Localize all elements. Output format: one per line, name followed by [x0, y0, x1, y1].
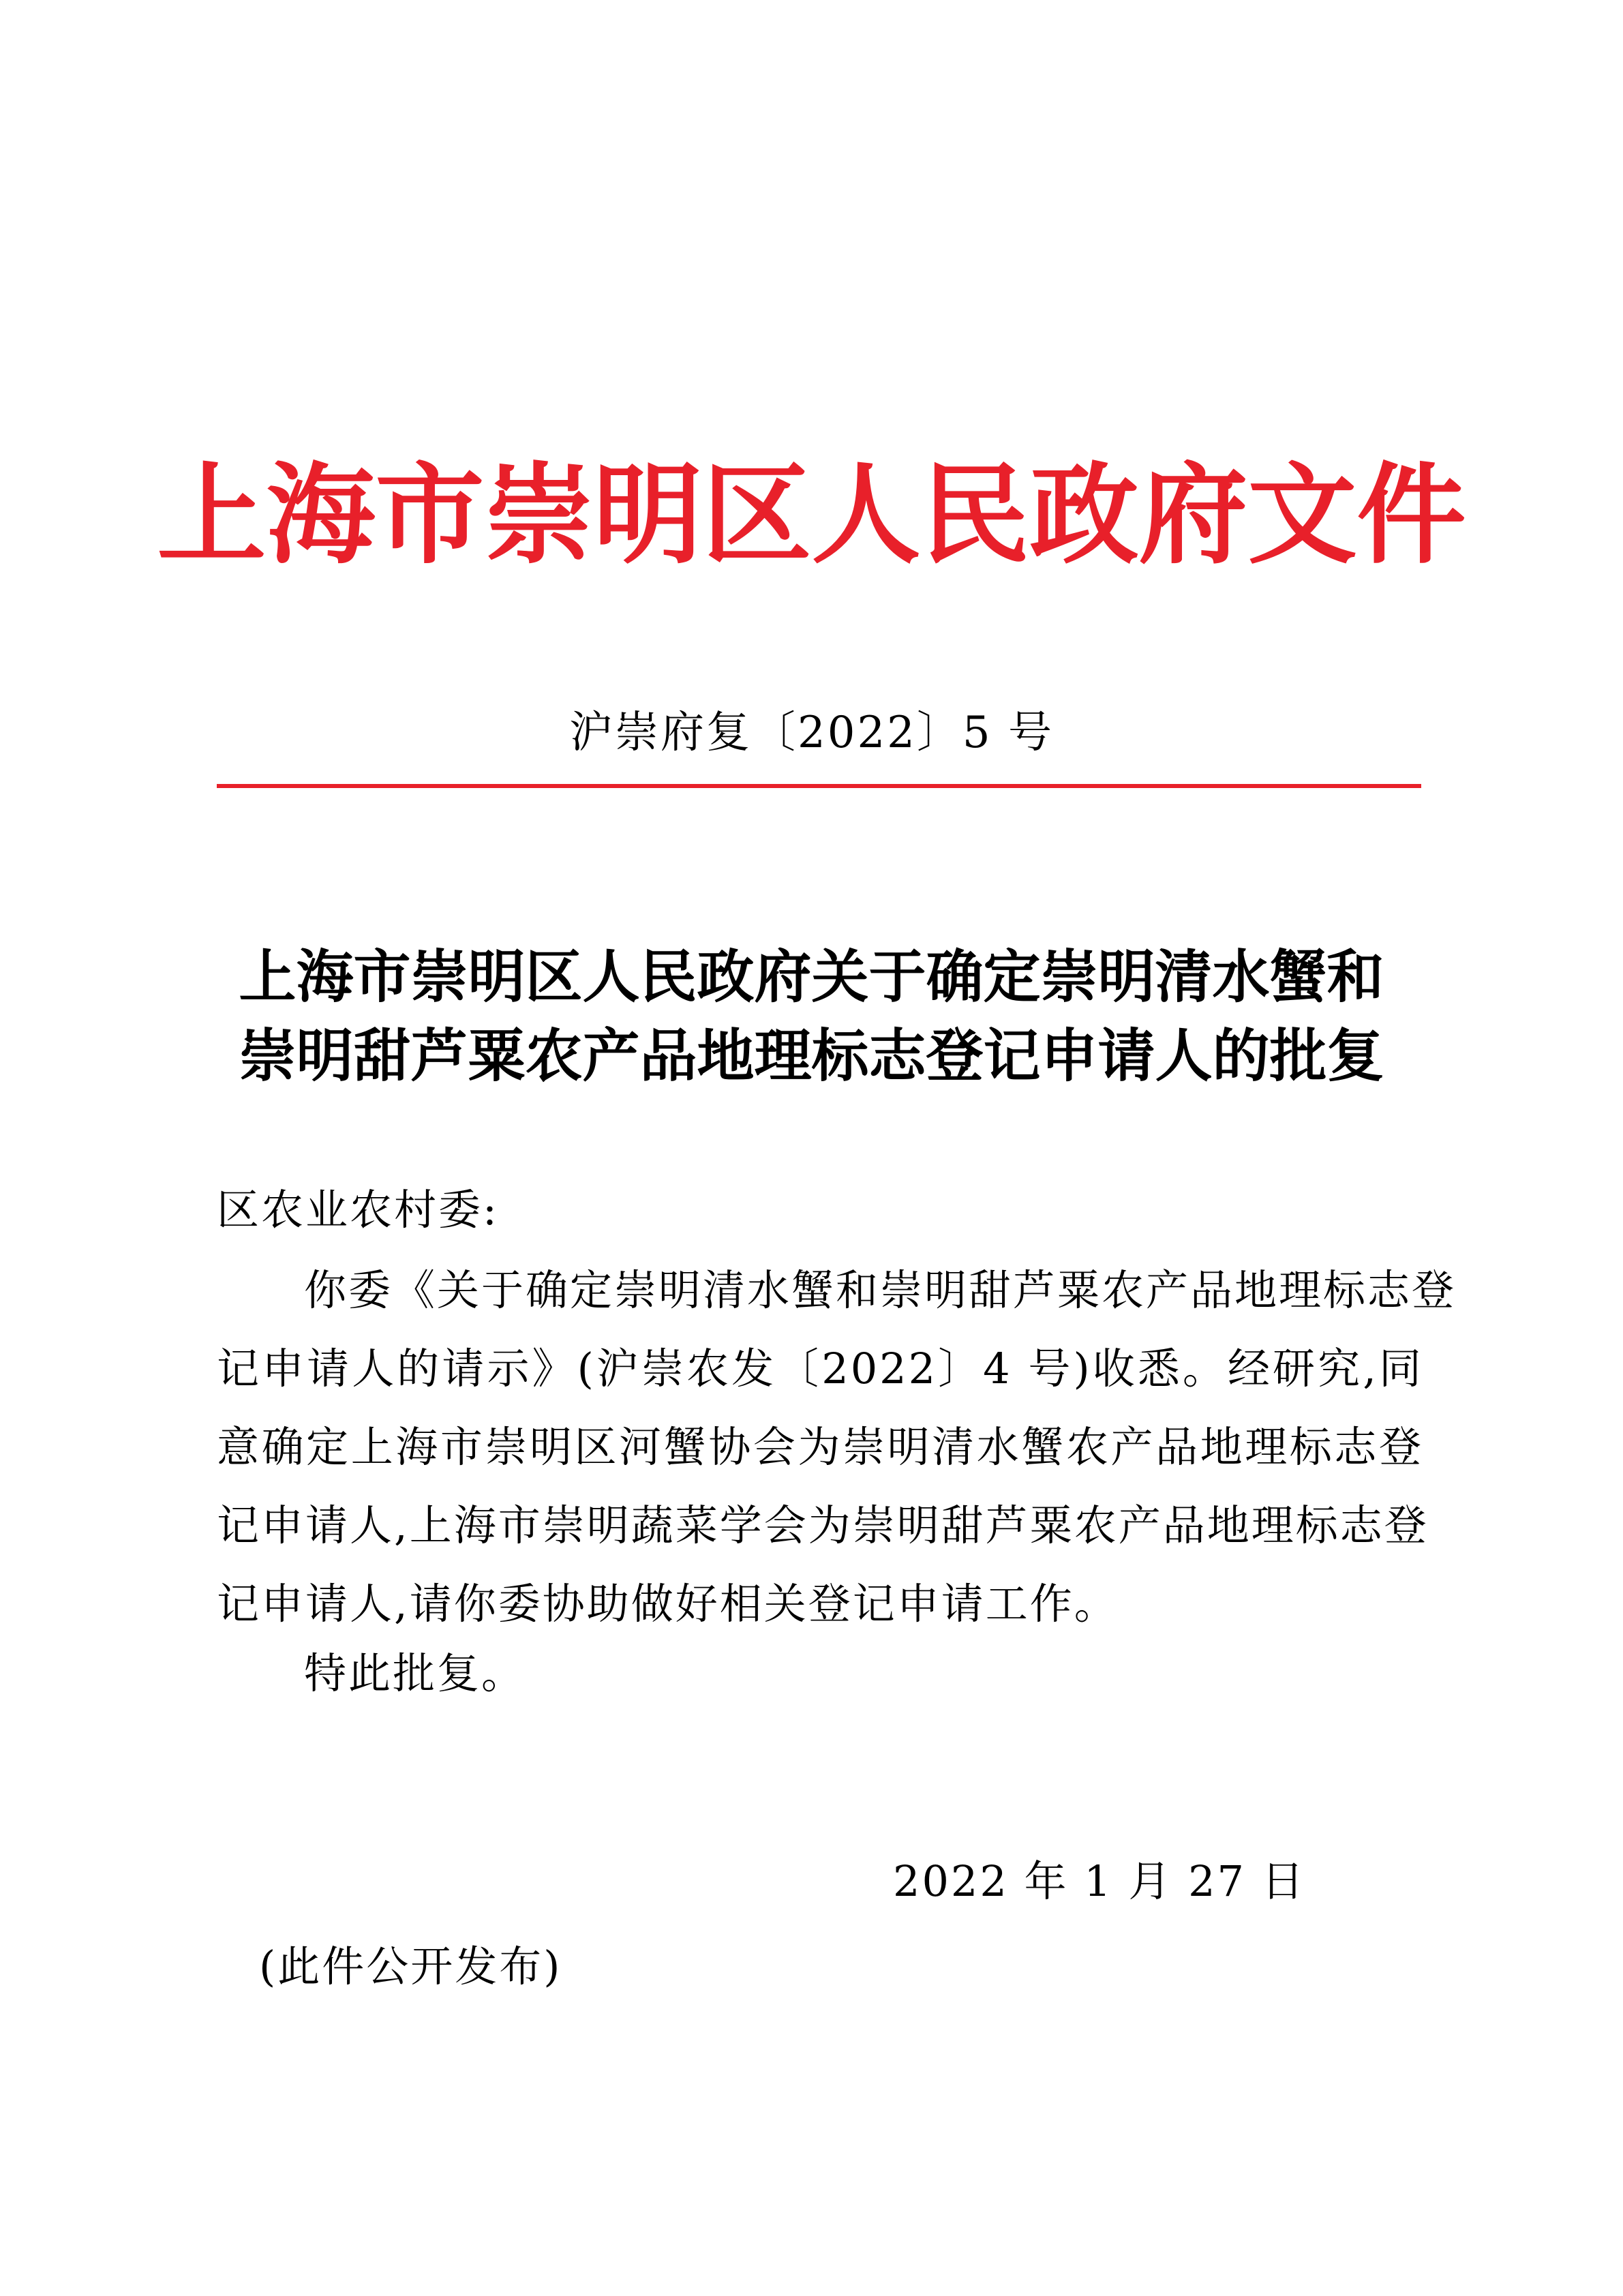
body-line-4: 记申请人,上海市崇明蔬菜学会为崇明甜芦粟农产品地理标志登 [217, 1500, 1429, 1550]
title-line-2: 崇明甜芦粟农产品地理标志登记申请人的批复 [239, 1022, 1384, 1089]
document-number: 沪崇府复〔2022〕5 号 [569, 708, 1054, 758]
body-line-3: 意确定上海市崇明区河蟹协会为崇明清水蟹农产品地理标志登 [217, 1422, 1423, 1472]
issue-date: 2022 年 1 月 27 日 [893, 1856, 1306, 1906]
publication-note: (此件公开发布) [259, 1942, 562, 1991]
red-divider-rule [217, 784, 1421, 788]
title-line-1: 上海市崇明区人民政府关于确定崇明清水蟹和 [239, 943, 1384, 1010]
document-title [0, 937, 1623, 1096]
body-line-1: 你委《关于确定崇明清水蟹和崇明甜芦粟农产品地理标志登 [304, 1265, 1457, 1315]
addressee: 区农业农村委: [217, 1185, 499, 1235]
document-masthead: 上海市崇明区人民政府文件 [157, 451, 1466, 579]
closing-phrase: 特此批复。 [304, 1648, 526, 1698]
body-line-5: 记申请人,请你委协助做好相关登记申请工作。 [217, 1579, 1119, 1629]
body-paragraph [217, 1251, 1457, 1643]
body-line-2: 记申请人的请示》(沪崇农发〔2022〕4 号)收悉。经研究,同 [217, 1344, 1423, 1393]
